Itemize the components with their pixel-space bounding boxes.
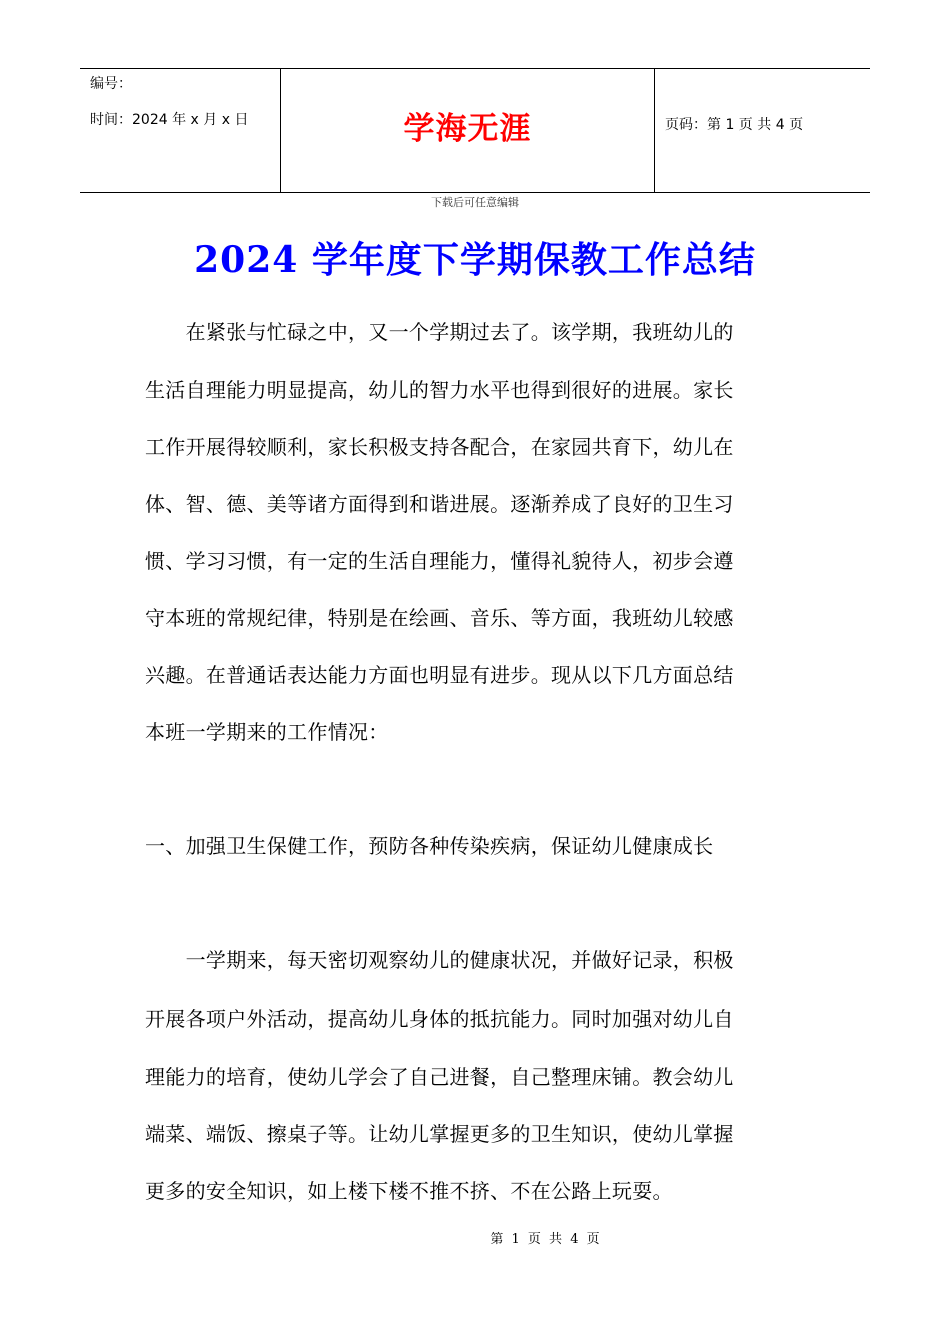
header-middle-cell bbox=[281, 69, 655, 192]
page-footer: 第 1 页 共 4 页 bbox=[490, 1232, 600, 1247]
body-line: 兴趣。在普通话表达能力方面也明显有进步。现从以下几方面总结 bbox=[145, 663, 734, 687]
body-line: 一学期来，每天密切观察幼儿的健康状况，并做好记录，积极 bbox=[145, 948, 734, 972]
body-line: 体、智、德、美等诸方面得到和谐进展。逐渐养成了良好的卫生习 bbox=[145, 492, 734, 516]
body-line: 开展各项户外活动，提高幼儿身体的抵抗能力。同时加强对幼儿自 bbox=[145, 1007, 734, 1031]
document-date-label: 时间：2024 年 x 月 x 日 bbox=[90, 112, 249, 128]
header-page-info: 页码：第 1 页 共 4 页 bbox=[665, 117, 804, 133]
body-line: 更多的安全知识，如上楼下楼不推不挤、不在公路上玩耍。 bbox=[145, 1179, 673, 1203]
body-line: 工作开展得较顺利，家长积极支持各配合，在家园共育下，幼儿在 bbox=[145, 435, 734, 459]
body-line: 在紧张与忙碌之中，又一个学期过去了。该学期，我班幼儿的 bbox=[145, 320, 734, 344]
document-header bbox=[80, 68, 870, 193]
document-code-label: 编号： bbox=[90, 76, 132, 92]
body-line: 本班一学期来的工作情况： bbox=[145, 720, 389, 744]
editable-note: 下载后可任意编辑 bbox=[431, 196, 519, 209]
body-line: 端菜、端饭、擦桌子等。让幼儿掌握更多的卫生知识，使幼儿掌握 bbox=[145, 1122, 734, 1146]
section-heading: 一、加强卫生保健工作，预防各种传染疾病，保证幼儿健康成长 bbox=[145, 834, 714, 858]
header-left-cell bbox=[80, 69, 281, 192]
brand-title: 学海无涯 bbox=[403, 111, 532, 147]
header-right-cell bbox=[655, 69, 870, 192]
body-line: 守本班的常规纪律，特别是在绘画、音乐、等方面，我班幼儿较感 bbox=[145, 606, 734, 630]
body-line: 生活自理能力明显提高，幼儿的智力水平也得到很好的进展。家长 bbox=[145, 378, 734, 402]
body-line: 理能力的培育，使幼儿学会了自己进餐，自己整理床铺。教会幼儿 bbox=[145, 1065, 734, 1089]
body-line: 惯、学习习惯，有一定的生活自理能力，懂得礼貌待人，初步会遵 bbox=[145, 549, 734, 573]
document-title: 2024 学年度下学期保教工作总结 bbox=[194, 239, 756, 281]
